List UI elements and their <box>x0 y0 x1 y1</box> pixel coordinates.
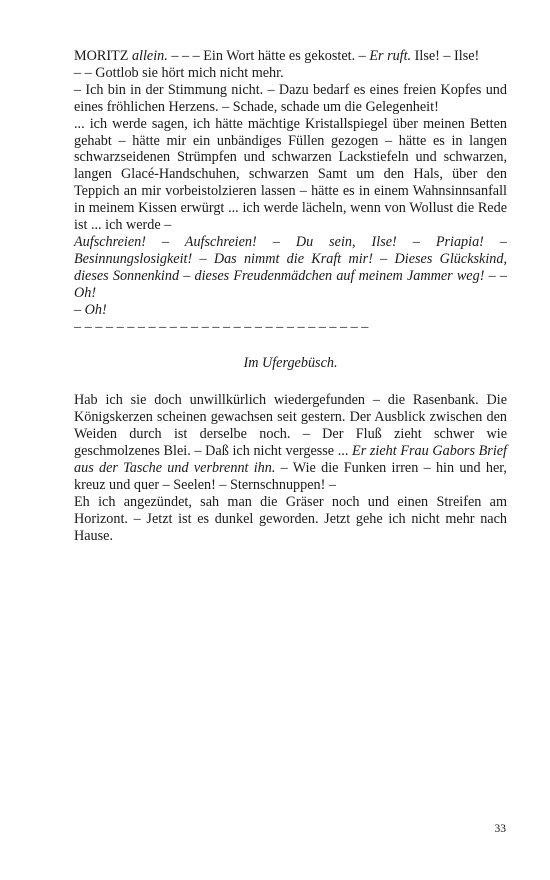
dialogue-block <box>74 48 507 335</box>
scene-text-block <box>74 392 507 544</box>
paragraph <box>74 302 507 319</box>
text-run: – Ich bin in der Stimmung nicht. – Dazu bedarf es eines freien Kopfes und eines fröhlichen Herzens. – Schade, schade um die Gelegenheit! <box>74 81 507 115</box>
stage-direction: Aufschreien! – Aufschreien! – Du sein, Ilse! – Priapia! – Besinnungslosigkeit! – Das nimmt die Kraft mir! – Dieses Glückskind, dieses Sonnenkind – dieses Freudenmädchen auf meinem Jammer weg! – – Oh! <box>74 233 507 301</box>
paragraph <box>74 392 507 493</box>
stage-direction: – Oh! <box>74 301 107 318</box>
paragraph <box>74 116 507 234</box>
stage-direction: allein. <box>131 48 168 64</box>
text-run: Eh ich angezündet, sah man die Gräser noch und einen Streifen am Horizont. – Jetzt ist es dunkel geworden. Jetzt gehe ich nicht mehr nach Hause. <box>74 493 507 544</box>
text-run: MORITZ <box>74 48 132 64</box>
paragraph <box>74 48 507 65</box>
text-run: Hab ich sie doch unwillkürlich wiedergefunden – die Rasenbank. Die Königskerzen scheinen gewachsen seit gestern. Der Ausblick zwischen den Weiden durch ist derselbe noch. – Der Fluß zieht schwer wie geschmolzenes Blei. – Daß ich nicht vergesse ... <box>74 392 507 460</box>
paragraph <box>74 82 507 116</box>
paragraph <box>74 65 507 82</box>
page-body <box>74 48 507 544</box>
page-number: 33 <box>494 823 506 835</box>
text-run: – – – – – – – – – – – – – – – – – – – – – – – – – – – – <box>74 318 369 335</box>
paragraph <box>74 494 507 545</box>
text-run: ... ich werde sagen, ich hätte mächtige Kristallspiegel über meinen Betten gehabt – hätte mir ein unbändiges Füllen gezogen – hätte es in langen schwarzseidenen Strümpfen und schwarzen Lackstiefeln und schwarzen, langen Glacé-Handschuhen, schwarzen Samt um den Hals, über den Teppich an mir vorbeistolzieren lassen – hätte es in einem Wahnsinnsanfall in meinem Kissen erwürgt ... ich werde lächeln, wenn von Wollust die Rede ist ... ich werde – <box>74 115 507 234</box>
text-run: – – – Ein Wort hätte es gekostet. – <box>167 48 370 64</box>
scene-heading: Im Ufergebüsch. <box>243 355 338 372</box>
stage-direction: Er ruft. <box>369 48 412 64</box>
text-run: – – Gottlob sie hört mich nicht mehr. <box>74 64 284 81</box>
text-run: Ilse! – Ilse! <box>411 48 480 64</box>
text-run: – Wie die Funken irren – hin und her, kreuz und quer – Seelen! – Sternschnuppen! – <box>74 459 507 493</box>
stage-direction: Er zieht Frau Gabors Brief aus der Tasche und verbrennt ihn. <box>74 443 507 476</box>
paragraph <box>74 234 507 302</box>
paragraph <box>74 319 507 336</box>
